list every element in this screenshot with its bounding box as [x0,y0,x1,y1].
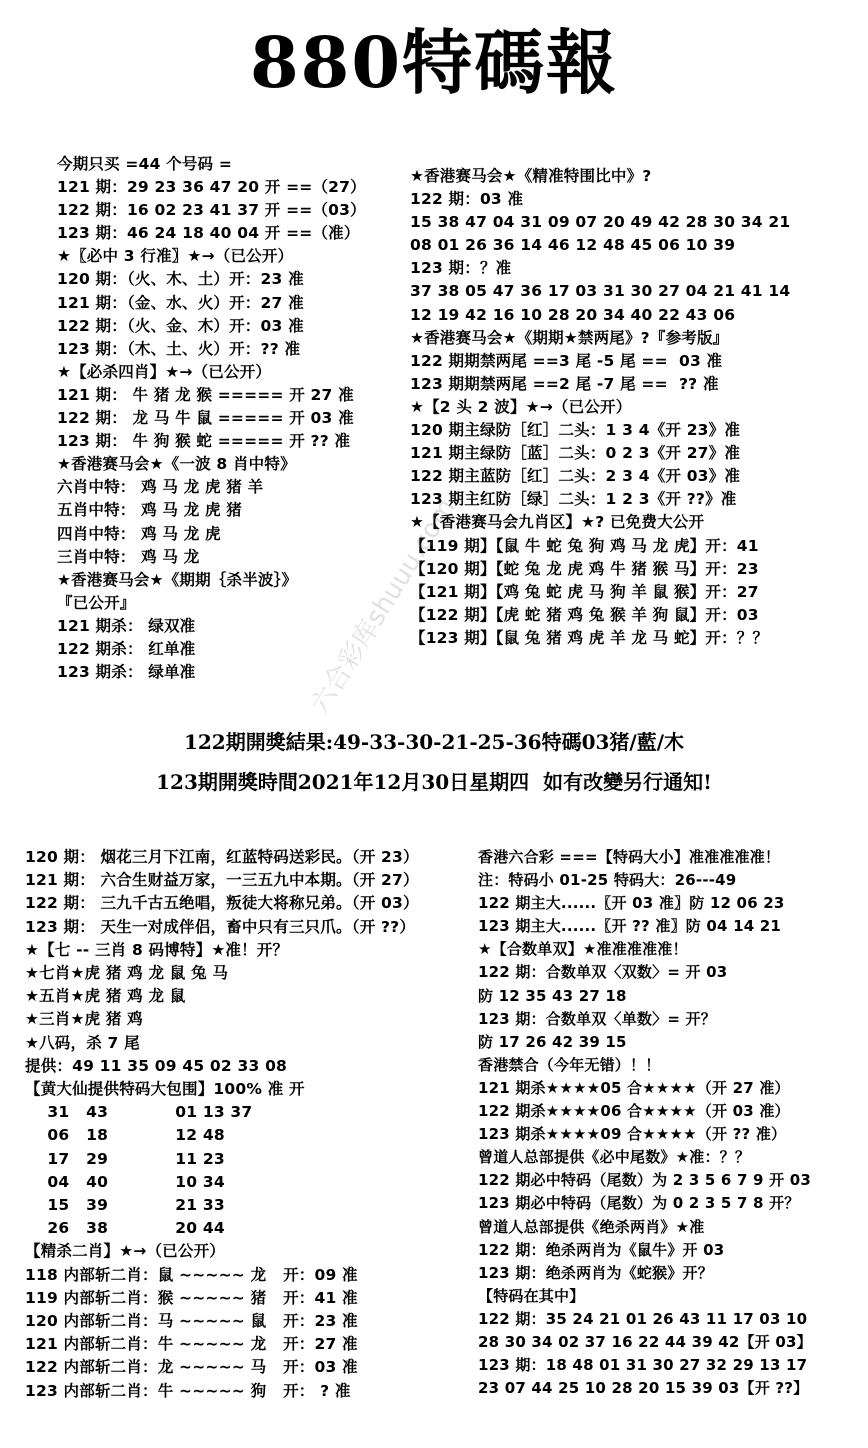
text-line: 122 期主大......〖开 03 准〗防 12 06 23 [478,894,785,913]
right-top-column [410,165,860,650]
next-draw-time-line: 123期開獎時間2021年12月30日星期四 如有改變另行通知! [156,770,712,794]
text-line: ★香港赛马会★《期期★禁两尾》?『参考版』 [410,328,729,347]
text-line: 37 38 05 47 36 17 03 31 30 27 04 21 41 14 [410,282,791,301]
text-line: 121 期： 牛 猪 龙 猴 ===== 开 27 准 [57,385,354,404]
right-bottom-column [478,846,863,1400]
text-line: 123 期：18 48 01 31 30 27 32 29 13 17 [478,1356,808,1375]
text-line: ★【2 头 2 波】★→（已公开） [410,397,632,416]
text-line: 防 12 35 43 27 18 [478,986,627,1005]
text-line: 【119 期】【鼠 牛 蛇 兔 狗 鸡 马 龙 虎】开：41 [410,536,759,555]
text-line: 122 期：35 24 21 01 26 43 11 17 03 10 [478,1309,808,1328]
text-line: 曾道人总部提供《必中尾数》★准：？？ [478,1148,751,1167]
text-line: 31 43 01 13 37 [25,1103,253,1122]
text-line: 122 期： 三九千古五绝唱，叛徒大将称兄弟。（开 03） [25,894,419,913]
text-line: ★香港赛马会★《期期｛杀半波｝》 [57,570,298,589]
text-line: 香港六合彩 ===【特码大小】准准准准准！ [478,848,781,866]
text-line: 122 期杀★★★★06 合★★★★（开 03 准） [478,1102,790,1121]
text-line: 【黄大仙提供特码大包围】100% 准 开 [25,1080,305,1099]
text-line: 120 期：（火、木、土）开：23 准 [57,270,304,289]
text-line: 曾道人总部提供《绝杀两肖》★准 [478,1217,705,1236]
text-line: 04 40 10 34 [25,1172,225,1191]
text-line: 121 期杀★★★★05 合★★★★（开 27 准） [478,1078,790,1097]
text-line: ★香港赛马会★《精准特围比中》? [410,167,652,185]
left-top-column [57,153,407,684]
text-line: 提供：49 11 35 09 45 02 33 08 [25,1056,288,1075]
text-line: 今期只买 =44 个号码 = [57,155,233,173]
text-line: 123 期：（木、土、火）开：?? 准 [57,339,301,358]
text-line: 121 期杀： 绿双准 [57,616,196,635]
text-line: 17 29 11 23 [25,1149,225,1168]
text-line: 120 期： 烟花三月下江南，红蓝特码送彩民。（开 23） [25,848,419,866]
text-line: 28 30 34 02 37 16 22 44 39 42【开 03】 [478,1332,812,1351]
text-line: ★八码，杀 7 尾 [25,1033,140,1052]
text-line: 122 期：16 02 23 41 37 开 ==（03） [57,201,366,220]
text-line: ★五肖★虎 猪 鸡 龙 鼠 [25,987,186,1006]
text-line: ★【七 -- 三肖 8 码博特】★准！开？ [25,940,289,959]
text-line: 123 期：？准 [410,259,512,278]
text-line: 注：特码小 01-25 特码大：26---49 [478,871,737,890]
text-line: 香港禁合（今年无错）！！ [478,1055,661,1074]
text-line: 123 期： 天生一对成伴侣，畜中只有三只爪。（开 ??） [25,917,416,936]
text-line: 防 17 26 42 39 15 [478,1032,627,1051]
text-line: 六肖中特： 鸡 马 龙 虎 猪 羊 [57,478,264,497]
text-line: ★七肖★虎 猪 鸡 龙 鼠 兔 马 [25,964,229,983]
text-line: ★香港赛马会★《一波 8 肖中特》 [57,455,296,474]
text-line: 121 期： 六合生财益万家，一三五九中本期。（开 27） [25,871,419,890]
text-line: 122 期：03 准 [410,190,524,209]
text-line: 123 期杀： 绿单准 [57,663,196,682]
text-line: 三肖中特： 鸡 马 龙 [57,547,200,566]
text-line: 15 39 21 33 [25,1196,225,1215]
text-line: ★【香港赛马会九肖区】★? 已免费大公开 [410,513,705,532]
watermark: 六合彩库shuuu.com [305,493,462,720]
text-line: ★三肖★虎 猪 鸡 [25,1010,143,1029]
text-line: 123 期：合数单双〈单数〉= 开？ [478,1009,716,1028]
text-line: 123 期主大......〖开 ?? 准〗防 04 14 21 [478,917,782,936]
text-line: 五肖中特： 鸡 马 龙 虎 猪 [57,501,242,520]
text-line: 123 期：绝杀两肖为《蛇猴》开？ [478,1263,713,1282]
text-line: 118 内部斩二肖：鼠 ~~~~~ 龙 开：09 准 [25,1265,358,1284]
text-line: 123 内部斩二肖：牛 ~~~~~ 狗 开： ? 准 [25,1381,351,1400]
text-line: 『已公开』 [57,593,136,612]
text-line: 122 期：合数单双〈双数〉= 开 03 [478,963,728,982]
text-line: 【特码在其中】 [478,1286,585,1305]
text-line: 119 内部斩二肖：猴 ~~~~~ 猪 开：41 准 [25,1288,358,1307]
text-line: ★〖必中 3 行准〗★→（已公开） [57,247,294,266]
text-line: 【121 期】【鸡 兔 蛇 虎 马 狗 羊 鼠 猴】开：27 [410,582,759,601]
text-line: 122 期必中特码（尾数）为 2 3 5 6 7 9 开 03 [478,1171,812,1190]
text-line: 12 19 42 16 10 28 20 34 40 22 43 06 [410,305,736,324]
text-line: 121 内部斩二肖：牛 ~~~~~ 龙 开：27 准 [25,1335,358,1354]
text-line: 【122 期】【虎 蛇 猪 鸡 兔 猴 羊 狗 鼠】开：03 [410,605,759,624]
text-line: 08 01 26 36 14 46 12 48 45 06 10 39 [410,236,736,255]
text-line: 【120 期】【蛇 兔 龙 虎 鸡 牛 猪 猴 马】开：23 [410,559,759,578]
text-line: 123 期期禁两尾 ==2 尾 -7 尾 == ?? 准 [410,374,719,393]
text-line: 122 期： 龙 马 牛 鼠 ===== 开 03 准 [57,409,354,428]
text-line: 123 期必中特码（尾数）为 0 2 3 5 7 8 开？ [478,1194,800,1213]
text-line: 15 38 47 04 31 09 07 20 49 42 28 30 34 21 [410,213,791,232]
text-line: 121 期：29 23 36 47 20 开 ==（27） [57,178,366,197]
text-line: 123 期： 牛 狗 猴 蛇 ===== 开 ?? 准 [57,432,351,451]
text-line: 121 期主绿防［蓝］二头：0 2 3《开 27》准 [410,444,741,463]
text-line: 123 期：46 24 18 40 04 开 ==（准） [57,224,360,243]
text-line: 122 期：绝杀两肖为《鼠牛》开 03 [478,1240,725,1259]
text-line: 122 期杀： 红单准 [57,639,196,658]
text-line: 06 18 12 48 [25,1126,225,1145]
text-line: 122 期期禁两尾 ==3 尾 -5 尾 == 03 准 [410,351,723,370]
text-line: 122 期主蓝防［红］二头：2 3 4《开 03》准 [410,467,741,486]
text-line: 123 期主红防［绿］二头：1 2 3《开 ??》准 [410,490,737,509]
text-line: 【123 期】【鼠 兔 猪 鸡 虎 羊 龙 马 蛇】开：？？ [410,628,769,647]
text-line: ★【必杀四肖】★→（已公开） [57,362,272,381]
left-bottom-column [25,846,485,1403]
text-line: ★【合数单双】★准准准准准！ [478,940,688,959]
text-line: 122 期：（火、金、木）开：03 准 [57,316,304,335]
text-line: 120 内部斩二肖：马 ~~~~~ 鼠 开：23 准 [25,1312,358,1331]
text-line: 26 38 20 44 [25,1219,225,1238]
draw-result-line: 122期開獎結果:49-33-30-21-25-36特碼03猪/藍/木 [183,730,685,754]
text-line: 123 期杀★★★★09 合★★★★（开 ?? 准） [478,1125,787,1144]
text-line: 四肖中特： 鸡 马 龙 虎 [57,524,221,543]
text-line: 122 内部斩二肖：龙 ~~~~~ 马 开：03 准 [25,1358,358,1377]
text-line: 【精杀二肖】★→（已公开） [25,1242,225,1261]
newspaper-title: 880特碼報 [249,21,619,104]
text-line: 121 期：（金、水、火）开：27 准 [57,293,304,312]
text-line: 120 期主绿防［红］二头：1 3 4《开 23》准 [410,421,741,440]
text-line: 23 07 44 25 10 28 20 15 39 03【开 ??】 [478,1379,809,1398]
